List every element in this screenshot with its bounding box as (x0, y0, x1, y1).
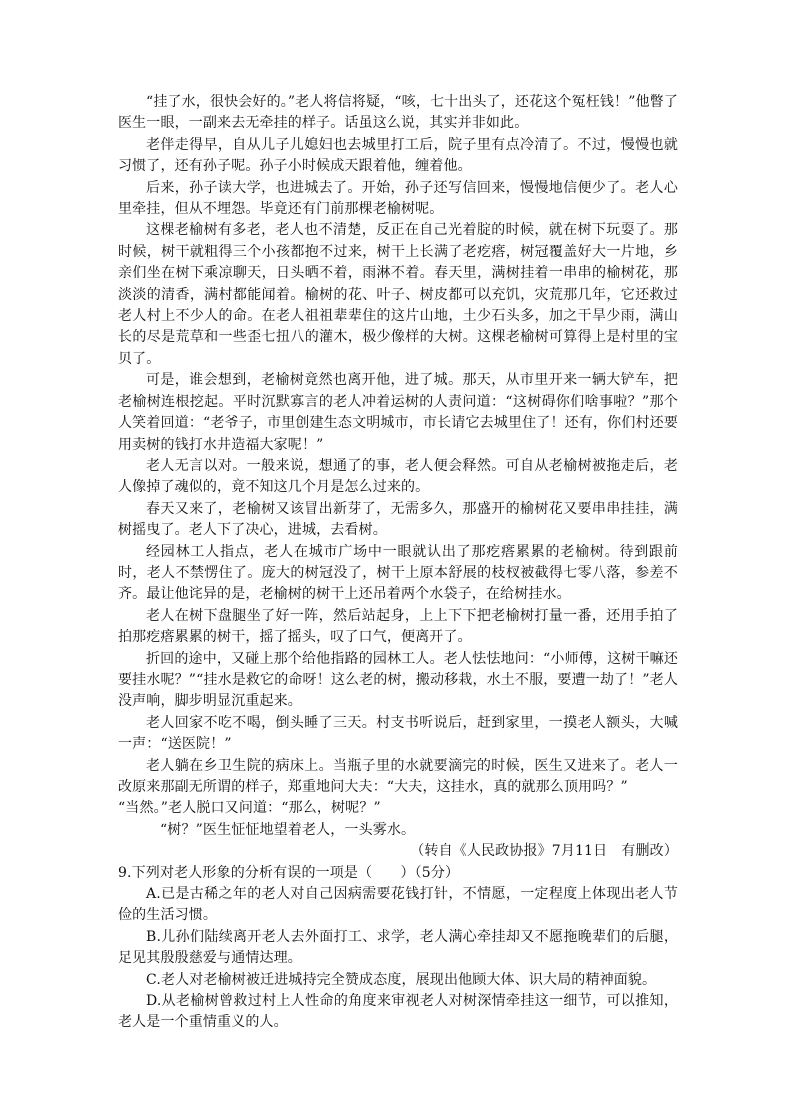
story-paragraph-7: 春天又来了，老榆树又该冒出新芽了，无需多久，那盛开的榆树花又要串串挂挂，满树摇曳了。老人下了决心，进城，去看树。 (118, 500, 678, 539)
story-paragraph-8: 经园林工人指点，老人在城市广场中一眼就认出了那疙瘩累累的老榆树。待到跟前时，老人不禁愣住了。庞大的树冠没了，树干上原本舒展的枝杈被截得七零八落，参差不齐。最让他诧异的是，老榆树的树干上还吊着两个水袋子，在给树挂水。 (118, 543, 678, 603)
story-paragraph-4: 这棵老榆树有多老，老人也不清楚，反正在自己光着腚的时候，就在树下玩耍了。那时候，树干就粗得三个小孩都抱不过来，树干上长满了老疙瘩，树冠覆盖好大一片地，乡亲们坐在树下乘凉聊天，日头晒不着，雨淋不着。春天里，满树挂着一串串的榆树花，那淡淡的清香，满村都能闻着。榆树的花、叶子、树皮都可以充饥，灾荒那几年，它还救过老人村上不少人的命。在老人祖祖辈辈住的这片山地，土少石头多，加之干旱少雨，满山长的尽是荒草和一些歪七扭八的灌木，极少像样的大树。这棵老榆树可算得上是村里的宝贝了。 (118, 222, 678, 367)
question-stem: 9.下列对老人形象的分析有误的一项是（ ）（5分） (118, 864, 460, 881)
story-paragraph-5: 可是，谁会想到，老榆树竟然也离开他，进了城。那天，从市里开来一辆大铲车，把老榆树连根挖起。平时沉默寡言的老人冲着运树的人责问道：“这树碍你们啥事啦？”那个人笑着回道：“老爷子，市里创建生态文明城市，市长请它去城里住了！还有，你们村还要用卖树的钱打水井造福大家呢！” (118, 372, 678, 453)
story-paragraph-14: “树？”医生怔怔地望着老人，一头雾水。 (160, 821, 416, 838)
story-paragraph-11: 老人回家不吃不喝，倒头睡了三天。村支书听说后，赶到家里，一摸老人额头，大喊一声：“送医院！” (118, 714, 678, 753)
document-body (118, 92, 678, 1034)
option-c: C.老人对老榆树被迁进城持完全赞成态度，展现出他顾大体、识大局的精神面貌。 (146, 971, 657, 988)
option-b: B.儿孙们陆续离开老人去外面打工、求学，老人满心牵挂却又不愿拖晚辈们的后腿，足见其殷殷慈爱与通情达理。 (118, 928, 678, 967)
source-citation: （转自《人民政协报》7月11日 有删改） (410, 843, 678, 860)
story-paragraph-2: 老伴走得早，自从儿子儿媳妇也去城里打工后，院子里有点冷清了。不过，慢慢也就习惯了，还有孙子呢。孙子小时候成天跟着他，缠着他。 (118, 136, 678, 175)
story-paragraph-1: “挂了水，很快会好的。”老人将信将疑，“咳，七十出头了，还花这个冤枉钱！”他瞥了医生一眼，一副来去无牵挂的样子。话虽这么说，其实并非如此。 (118, 94, 678, 132)
story-paragraph-10: 折回的途中，又碰上那个给他指路的园林工人。老人怯怯地问：“小师傅，这树干嘛还要挂水呢？”“挂水是救它的命呀！这么老的树，搬动移栽，水土不服，要遭一劫了！”老人没声响，脚步明显沉重起来。 (118, 650, 678, 710)
option-a: A.已是古稀之年的老人对自己因病需要花钱打针，不情愿，一定程度上体现出老人节俭的生活习惯。 (118, 886, 678, 924)
story-paragraph-13: “当然。”老人脱口又问道：“那么，树呢？” (118, 800, 381, 817)
story-paragraph-3: 后来，孙子读大学，也进城去了。开始，孙子还写信回来，慢慢地信便少了。老人心里牵挂，但从不埋怨。毕竟还有门前那棵老榆树呢。 (118, 179, 678, 218)
story-paragraph-9: 老人在树下盘腿坐了好一阵，然后站起身，上上下下把老榆树打量一番，还用手拍了拍那疙瘩累累的树干，摇了摇头，叹了口气，便离开了。 (118, 607, 678, 646)
story-paragraph-12: 老人躺在乡卫生院的病床上。当瓶子里的水就要滴完的时候，医生又进来了。老人一改原来那副无所谓的样子，郑重地问大夫：“大夫，这挂水，真的就那么顶用吗？” (118, 757, 678, 795)
option-d: D.从老榆树曾救过村上人性命的角度来审视老人对树深情牵挂这一细节，可以推知，老人是一个重情重义的人。 (118, 993, 678, 1031)
story-paragraph-6: 老人无言以对。一般来说，想通了的事，老人便会释然。可自从老榆树被拖走后，老人像掉了魂似的，竟不知这几个月是怎么过来的。 (118, 457, 678, 496)
